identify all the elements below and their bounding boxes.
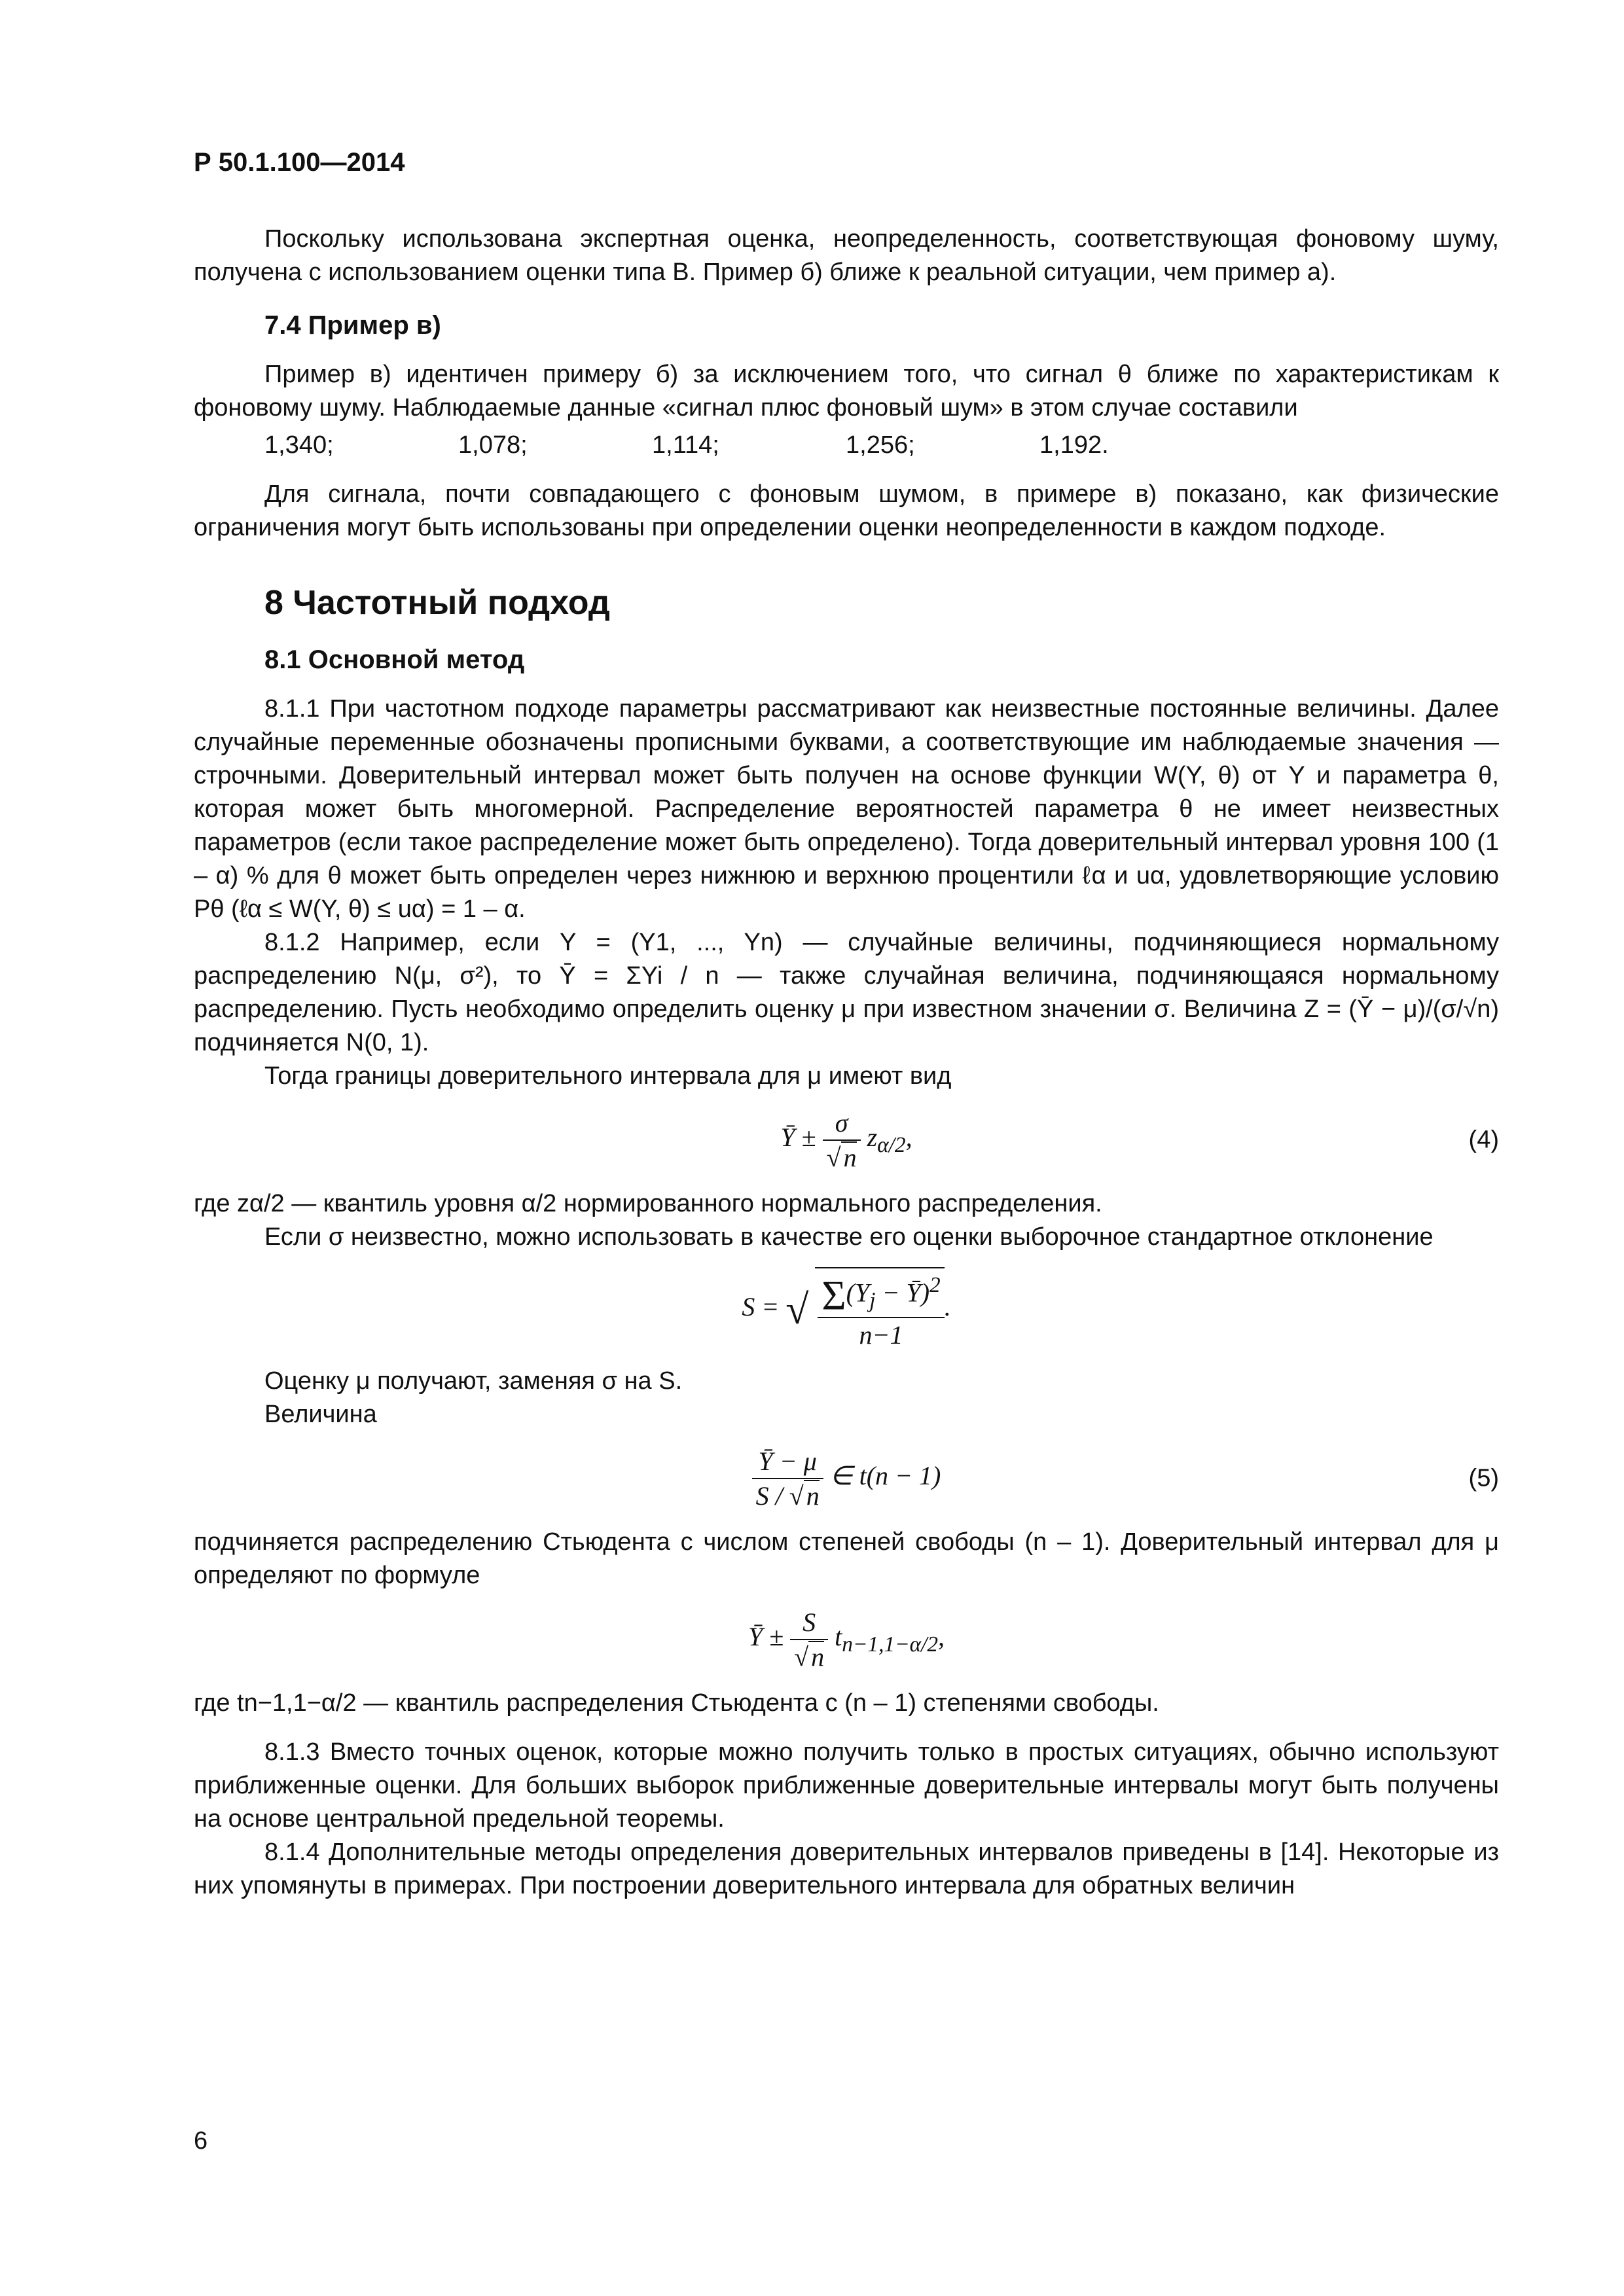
paragraph-intro: Поскольку использована экспертная оценка, неопределенность, соответствующая фоновому шуму, получена с использованием оценки типа В. Пример б) ближе к реальной ситуации, чем пример а). xyxy=(194,225,1499,286)
equation-4: Ȳ ± $\frac{\sigma}{√ n}$ $z_{\alpha/2}$, (4) xyxy=(194,1106,1499,1174)
page-number: 6 xyxy=(194,2127,208,2155)
observed-values xyxy=(194,429,1499,462)
paragraph-8-1-2: 8.1.2 Например, если Y = (Y1, ..., Yn) — случайные величины, подчиняющиеся нормальному распределению N(μ, σ²), то Ȳ = ΣYi / n — также случайная величина, подчиняющаяся нормальному распределению. Пусть необходимо определить оценку μ при известном значении σ. Величина Z = (Ȳ − μ)/(σ/√n) подчиняется N(0, 1). xyxy=(194,929,1499,1056)
paragraph-estimate: Оценку μ получают, заменяя σ на S. xyxy=(264,1367,683,1395)
paragraph-8-1-4: 8.1.4 Дополнительные методы определения доверительных интервалов приведены в [14]. Некоторые из них упомянуты в примерах. При построении доверительного интервала для обратных величин xyxy=(194,1839,1499,1900)
paragraph-then: Тогда границы доверительного интервала для μ имеют вид xyxy=(264,1062,952,1090)
page-body xyxy=(194,223,1499,1903)
paragraph-if-sigma: Если σ неизвестно, можно использовать в качестве его оценки выборочное стандартное отклонение xyxy=(264,1223,1434,1251)
equation-number: (5) xyxy=(1468,1464,1499,1492)
section-7-4-title: 7.4 Пример в) xyxy=(264,311,441,340)
section-8-1-title: 8.1 Основной метод xyxy=(264,645,525,674)
observed-value: 1,114; xyxy=(652,431,719,459)
paragraph-8-1-1: 8.1.1 При частотном подходе параметры рассматривают как неизвестные постоянные величины. Далее случайные переменные обозначены прописными буквами, а соответствующие им наблюдаемые значения — строчными. Доверительный интервал может быть получен на основе функции W(Y, θ) от Y и параметра θ, которая может быть многомерной. Распределение вероятностей параметра θ не имеет неизвестных параметров (если такое распределение может быть определено). Тогда доверительный интервал уровня 100 (1 – α) % для θ может быть определен через нижнюю и верхнюю процентили ℓα и uα, удовлетворяющие условию Pθ (ℓα ≤ W(Y, θ) ≤ uα) = 1 – α. xyxy=(194,695,1499,923)
equation-5: $\frac{Ȳ - \mu}{S / √ n}$ ∈ t(n − 1) (5) xyxy=(194,1444,1499,1513)
paragraph-where-t: где tn−1,1−α/2 — квантиль распределения Стьюдента с (n – 1) степенями свободы. xyxy=(194,1689,1159,1717)
observed-value: 1,256; xyxy=(846,431,915,459)
equation-student-interval: Ȳ ± $\frac{S}{√ n}$ $t_{n-1,1-\alpha/2}$, xyxy=(194,1605,1499,1674)
section-8-title: 8 Частотный подход xyxy=(264,584,610,622)
document-id: Р 50.1.100—2014 xyxy=(194,148,405,177)
paragraph-student: подчиняется распределению Стьюдента с числом степеней свободы (n – 1). Доверительный интервал для μ определяют по формуле xyxy=(194,1528,1499,1590)
paragraph-8-1-3: 8.1.3 Вместо точных оценок, которые можно получить только в простых ситуациях, обычно используют приближенные оценки. Для больших выборок приближенные доверительные интервалы могут быть получены на основе центральной предельной теоремы. xyxy=(194,1738,1499,1833)
paragraph-7-4-1: Пример в) идентичен примеру б) за исключением того, что сигнал θ ближе по характеристикам к фоновому шуму. Наблюдаемые данные «сигнал плюс фоновый шум» в этом случае составили xyxy=(194,361,1499,422)
equation-std-dev: S = √ $\frac{\Sigma(Y_j - Ȳ)^2}{n-1}$ . xyxy=(194,1267,1499,1352)
paragraph-7-4-2: Для сигнала, почти совпадающего с фоновым шумом, в примере в) показано, как физические ограничения могут быть использованы при определении оценки неопределенности в каждом подходе. xyxy=(194,480,1499,541)
observed-value: 1,078; xyxy=(458,431,528,459)
paragraph-where-z: где zα/2 — квантиль уровня α/2 нормированного нормального распределения. xyxy=(194,1190,1102,1217)
paragraph-value: Величина xyxy=(264,1401,377,1429)
observed-value: 1,192. xyxy=(1039,431,1109,459)
equation-number: (4) xyxy=(1468,1126,1499,1154)
observed-value: 1,340; xyxy=(264,431,334,459)
